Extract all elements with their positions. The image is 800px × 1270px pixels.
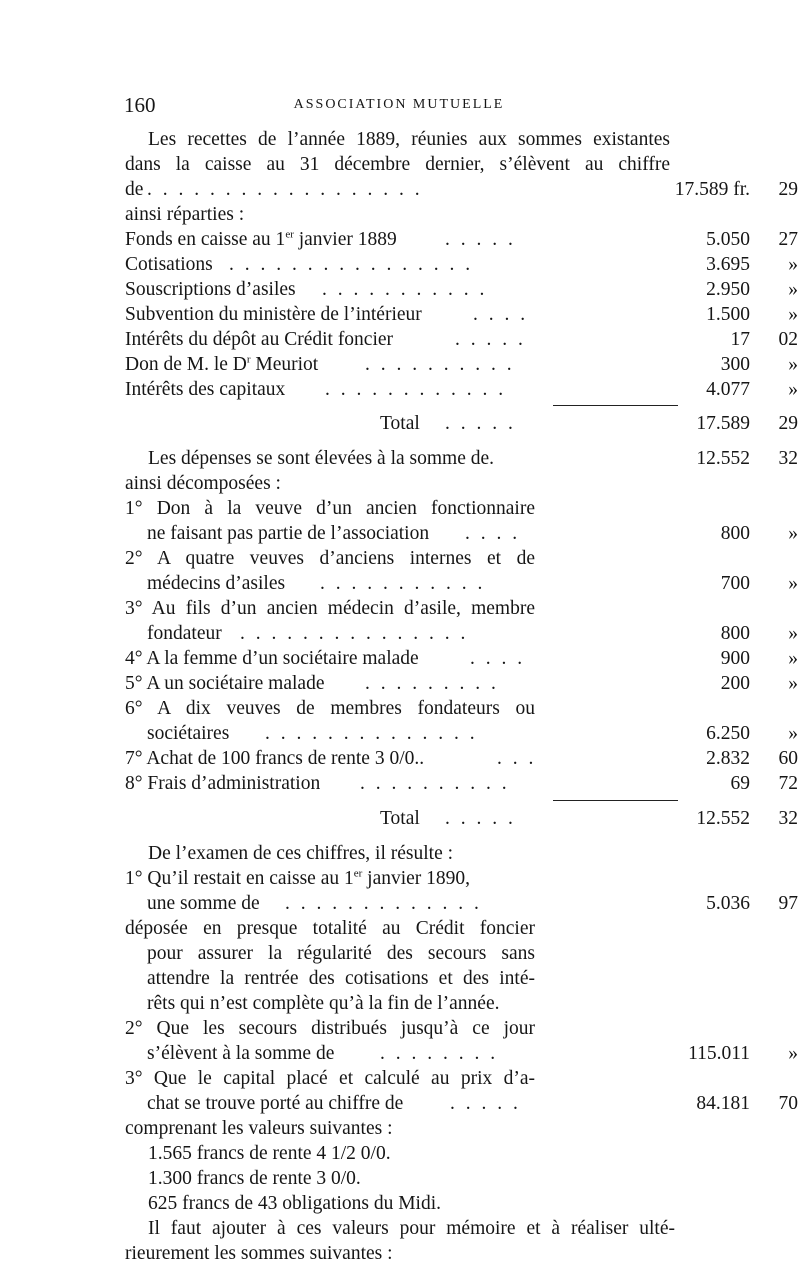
receipt-cents: 27 [778, 229, 798, 250]
conclusion-cents: 97 [778, 893, 798, 914]
expenses-intro-line-2: ainsi décomposées : [125, 473, 281, 494]
receipt-cents: » [788, 379, 798, 400]
conclusion-text: comprenant les valeurs suivantes : [125, 1118, 393, 1139]
holding-item: 1.565 francs de rente 4 1/2 0/0. [148, 1143, 391, 1164]
expense-3-line-1: 3° Au fils d’un ancien médecin d’asile, membre [125, 598, 535, 619]
leader-dots: . . . . [465, 523, 521, 544]
receipt-amount: 4.077 [706, 379, 750, 400]
conclusion-point-1-line-1: 1° Qu’il restait en caisse au 1er janvier 1890, [125, 867, 471, 889]
running-title: ASSOCIATION MUTUELLE [293, 97, 505, 112]
page-number: 160 [124, 93, 156, 117]
expenses-intro-label: Les dépenses se sont élevées à la somme de. [148, 448, 495, 469]
leader-dots: . . . . . . . . . . [360, 773, 510, 794]
conclusion-text: attendre la rentrée des cotisations et des inté- [147, 968, 535, 989]
intro-total-label: de [125, 179, 144, 200]
expense-label: 5° A un sociétaire malade [125, 673, 325, 694]
leader-dots: . . . . . . . . . . . . . . [265, 723, 478, 744]
leader-dots: . . . . . . . . . . . . . [285, 893, 482, 914]
receipt-amount: 17 [730, 329, 750, 350]
receipt-label: Cotisations [125, 254, 213, 275]
conclusion-label: une somme de [147, 893, 260, 914]
conclusion-text: déposée en presque totalité au Crédit foncier [125, 918, 535, 939]
expense-6-line-1: 6° A dix veuves de membres fondateurs ou [125, 698, 535, 719]
receipt-label: Souscriptions d’asiles [125, 279, 296, 300]
leader-dots: . . . . . . . . . . [365, 354, 515, 375]
expense-label: sociétaires [147, 723, 230, 744]
expense-amount: 69 [730, 773, 750, 794]
expense-amount: 800 [720, 623, 750, 644]
expense-amount: 800 [720, 523, 750, 544]
receipt-amount: 300 [720, 354, 750, 375]
intro-total-amount: 17.589 fr. [674, 179, 750, 200]
expenses-intro-cents: 32 [778, 448, 798, 469]
conclusion-text: pour assurer la régularité des secours sans [147, 943, 535, 964]
expense-label: ne faisant pas partie de l’association [147, 523, 430, 544]
leader-dots: . . . . . . . . . . . . . . . . [229, 254, 474, 275]
receipt-cents: » [788, 354, 798, 375]
intro-line-2: dans la caisse au 31 décembre dernier, s’élèvent au chiffre [125, 154, 670, 175]
leader-dots: . . . . . . . . . . . . . . . . . . [147, 179, 423, 200]
leader-dots: . . . . . [445, 229, 516, 250]
conclusion-text: 3° Que le capital placé et calculé au prix d’a- [125, 1068, 535, 1089]
total-amount: 17.589 [696, 413, 750, 434]
expense-cents: » [788, 573, 798, 594]
receipt-label: Don de M. le $D^r$ Meuriot [125, 353, 319, 375]
total-amount: 12.552 [696, 808, 750, 829]
leader-dots: . . . . . . . . . . . . . . . [240, 623, 469, 644]
expense-amount: 2.832 [706, 748, 750, 769]
leader-dots: . . . . . . . . [380, 1043, 499, 1064]
leader-dots: . . . . . [445, 413, 516, 434]
conclusion-text: rêts qui n’est complète qu’à la fin de l’année. [147, 993, 500, 1014]
receipt-cents: » [788, 254, 798, 275]
final-paragraph-line-2: rieurement les sommes suivantes : [125, 1243, 393, 1264]
leader-dots: . . . . . [455, 329, 526, 350]
receipt-amount: 3.695 [706, 254, 750, 275]
receipt-amount: 5.050 [706, 229, 750, 250]
expense-amount: 200 [720, 673, 750, 694]
expense-cents: » [788, 673, 798, 694]
intro-line-1: Les recettes de l’année 1889, réunies aux sommes existantes [148, 129, 670, 150]
expense-label: médecins d’asiles [147, 573, 286, 594]
total-cents: 32 [778, 808, 798, 829]
leader-dots: . . . . . . . . . . . . [325, 379, 507, 400]
leader-dots: . . . . [473, 304, 529, 325]
expense-cents: » [788, 523, 798, 544]
leader-dots: . . . . . . . . . . . [320, 573, 486, 594]
intro-total-cents: 29 [778, 179, 798, 200]
receipt-label: Intérêts du dépôt au Crédit foncier [125, 329, 394, 350]
final-paragraph-line-1: Il faut ajouter à ces valeurs pour mémoire et à réaliser ulté- [148, 1218, 675, 1239]
conclusion-label: s’élèvent à la somme de [147, 1043, 335, 1064]
conclusion-amount: 5.036 [706, 893, 750, 914]
leader-dots: . . . [497, 748, 537, 769]
conclusion-amount: 115.011 [688, 1043, 750, 1064]
leader-dots: . . . . . [450, 1093, 521, 1114]
total-cents: 29 [778, 413, 798, 434]
expense-cents: 60 [778, 748, 798, 769]
receipt-cents: 02 [778, 329, 798, 350]
receipt-cents: » [788, 279, 798, 300]
receipt-label: Intérêts des capitaux [125, 379, 286, 400]
expenses-intro-amount: 12.552 [696, 448, 750, 469]
expense-2-line-1: 2° A quatre veuves d’anciens internes et de [125, 548, 535, 569]
receipt-label: Fonds en caisse au 1er janvier 1889 [125, 228, 397, 250]
receipt-amount: 2.950 [706, 279, 750, 300]
total-rule [553, 405, 678, 406]
expense-label: fondateur [147, 623, 222, 644]
leader-dots: . . . . . . . . . [365, 673, 499, 694]
receipt-label: Subvention du ministère de l’intérieur [125, 304, 422, 325]
total-label: Total [380, 808, 420, 829]
receipt-amount: 1.500 [706, 304, 750, 325]
expense-cents: » [788, 723, 798, 744]
holding-item: 1.300 francs de rente 3 0/0. [148, 1168, 361, 1189]
leader-dots: . . . . . . . . . . . [322, 279, 488, 300]
leader-dots: . . . . . [445, 808, 516, 829]
intro-line-4: ainsi réparties : [125, 204, 245, 225]
expense-label: 8° Frais d’administration [125, 773, 321, 794]
total-label: Total [380, 413, 420, 434]
total-rule [553, 800, 678, 801]
expense-amount: 6.250 [706, 723, 750, 744]
expense-label: 7° Achat de 100 francs de rente 3 0/0.. [125, 748, 425, 769]
conclusion-text: 2° Que les secours distribués jusqu’à ce jour [125, 1018, 535, 1039]
expense-amount: 900 [720, 648, 750, 669]
expense-cents: » [788, 623, 798, 644]
conclusion-amount: 84.181 [696, 1093, 750, 1114]
leader-dots: . . . . [470, 648, 526, 669]
conclusion-line-1: De l’examen de ces chiffres, il résulte : [148, 843, 454, 864]
conclusion-label: chat se trouve porté au chiffre de [147, 1093, 404, 1114]
expense-cents: 72 [778, 773, 798, 794]
expense-label: 4° A la femme d’un sociétaire malade [125, 648, 419, 669]
expense-amount: 700 [720, 573, 750, 594]
conclusion-cents: 70 [778, 1093, 798, 1114]
holding-item: 625 francs de 43 obligations du Midi. [148, 1193, 442, 1214]
expense-cents: » [788, 648, 798, 669]
page-header [124, 93, 674, 117]
conclusion-cents: » [788, 1043, 798, 1064]
receipt-cents: » [788, 304, 798, 325]
expense-1-line-1: 1° Don à la veuve d’un ancien fonctionnaire [125, 498, 535, 519]
